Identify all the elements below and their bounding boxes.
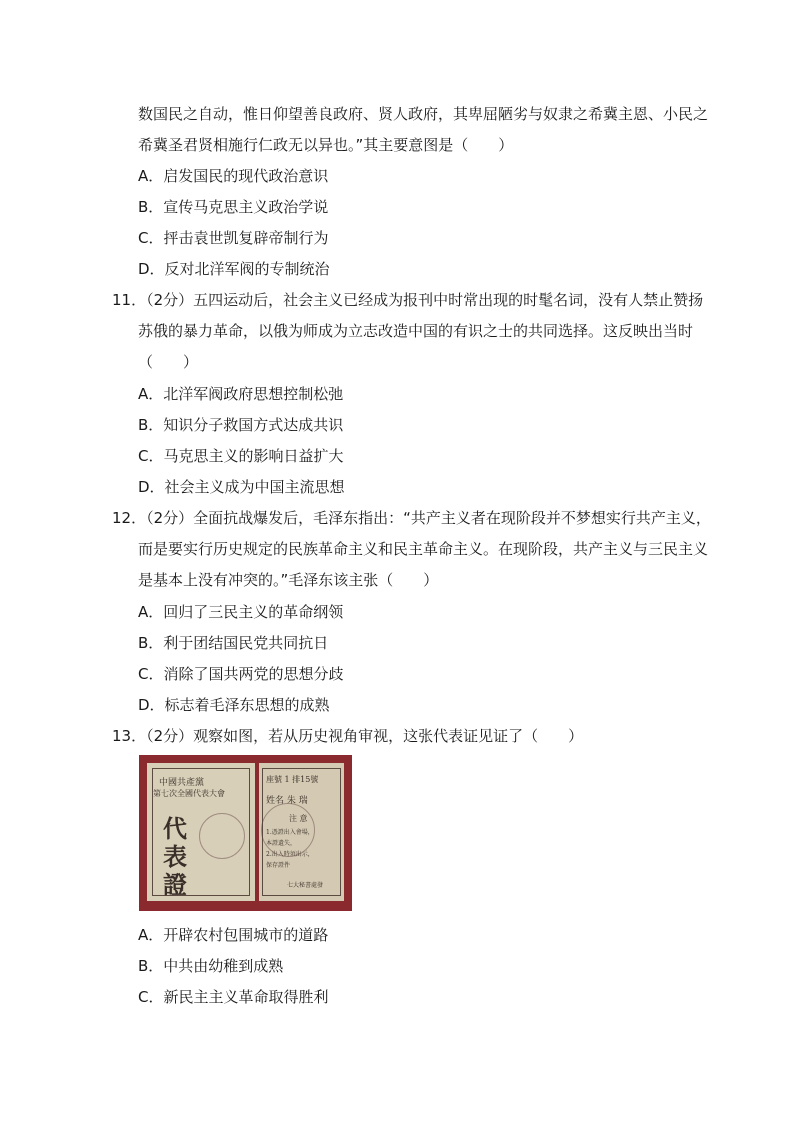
card-notice-line-3: 2.出入時須出示， xyxy=(266,851,314,858)
question-13-option-a: A．开辟农村包围城市的道路 xyxy=(138,926,329,944)
delegate-card-photo xyxy=(139,755,352,911)
card-seal-stamp xyxy=(199,813,245,859)
question-11-stem-line-2: 苏俄的暴力革命，以俄为师成为立志改造中国的有识之士的共同选择。这反映出当时 xyxy=(138,322,694,340)
question-13-stem: 13．（2分）观察如图，若从历史视角审视，这张代表证见证了（ ） xyxy=(112,727,584,745)
card-congress-name: 第七次全國代表大會 xyxy=(153,789,225,798)
question-10-option-c: C．抨击袁世凯复辟帝制行为 xyxy=(138,229,329,247)
question-11-option-b: B．知识分子救国方式达成共识 xyxy=(138,416,344,434)
question-10-option-a: A．启发国民的现代政治意识 xyxy=(138,167,329,185)
question-13-option-c: C．新民主主义革命取得胜利 xyxy=(138,988,329,1006)
question-12-stem-line-3: 是基本上没有冲突的。”毛泽东该主张（ ） xyxy=(138,571,439,589)
question-12-option-d: D．标志着毛泽东思想的成熟 xyxy=(138,696,330,714)
card-big-char-3: 證 xyxy=(163,870,187,899)
card-notice-line-4: 保存證件 xyxy=(266,862,291,869)
card-notice-line-2: 本證遺失， xyxy=(266,840,297,847)
question-11-option-a: A．北洋军阀政府思想控制松弛 xyxy=(138,385,344,403)
card-notice-line-1: 1.憑證出入會場， xyxy=(266,829,314,836)
question-11-stem-line-3: （ ） xyxy=(138,353,199,371)
delegate-card-left-panel xyxy=(147,763,255,901)
card-issuer: 七大秘書處發 xyxy=(287,882,324,889)
card-notice-title: 注 意 xyxy=(289,814,308,823)
question-13-option-b: B．中共由幼稚到成熟 xyxy=(138,957,284,975)
question-10-option-d: D．反对北洋军阀的专制统治 xyxy=(138,260,330,278)
card-holder-name: 姓名 朱 瑞 xyxy=(266,796,308,806)
card-party-name: 中國共產黨 xyxy=(159,778,205,788)
question-11-stem-line-1: 11．（2分）五四运动后，社会主义已经成为报刊中时常出现的时髦名词，没有人禁止赞扬 xyxy=(112,291,704,309)
question-12-stem-line-2: 而是要实行历史规定的民族革命主义和民主革命主义。在现阶段，共产主义与三民主义 xyxy=(138,540,709,558)
card-seat-number: 座號 1 排15號 xyxy=(266,775,319,784)
question-11-option-c: C．马克思主义的影响日益扩大 xyxy=(138,447,344,465)
question-10-text-line-2: 希冀圣君贤相施行仁政无以异也。”其主要意图是（ ） xyxy=(138,136,514,154)
question-12-stem-line-1: 12．（2分）全面抗战爆发后，毛泽东指出：“共产主义者在现阶段并不梦想实行共产主义， xyxy=(112,509,711,527)
card-big-char-2: 表 xyxy=(163,842,187,871)
question-11-option-d: D．社会主义成为中国主流思想 xyxy=(138,478,345,496)
card-seal-stamp-right xyxy=(261,803,315,857)
delegate-card-right-panel xyxy=(259,763,344,901)
question-10-text-line-1: 数国民之自动，惟日仰望善良政府、贤人政府，其卑屈陋劣与奴隶之希冀主恩、小民之 xyxy=(138,105,709,123)
question-10-option-b: B．宣传马克思主义政治学说 xyxy=(138,198,329,216)
card-big-char-1: 代 xyxy=(163,814,187,843)
question-12-option-b: B．利于团结国民党共同抗日 xyxy=(138,634,329,652)
question-12-option-c: C．消除了国共两党的思想分歧 xyxy=(138,665,344,683)
question-12-option-a: A．回归了三民主义的革命纲领 xyxy=(138,603,344,621)
